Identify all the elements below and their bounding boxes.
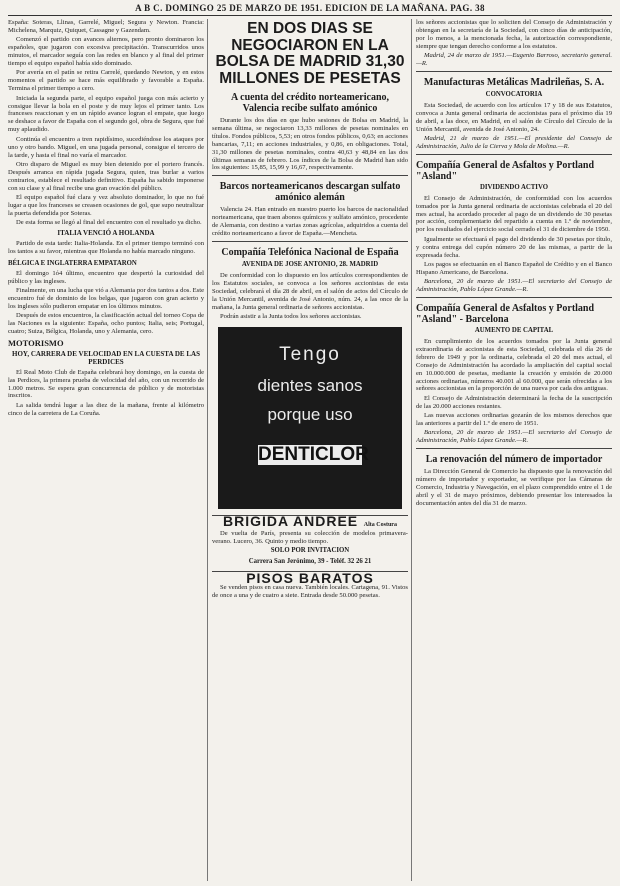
text-paragraph: El Consejo de Administración, de conformidad con los acuerdos tomados por la Junta general ordinaria de accionistas celebrada el 20 del mes actual, ha acordado proceder al pago de un dividendo de 30 pesetas por acción, complementario del repartido a cuenta en 1.º de noviembre, por los resultados del ejercicio social cerrado el 31 de diciembre de 1950. xyxy=(416,194,612,234)
signature-line: Madrid, 21 de marzo de 1951.—El presidente del Consejo de Administración, Julio de la Cierva y Mola de Molina.—R. xyxy=(416,134,612,150)
column-finance xyxy=(212,19,408,881)
text-paragraph: El equipo español fué clara y vez absoluto dominador, lo que no fué lugar a que los franceses se creasen ocasiones de gol, que supo neutralizar la puerta defendida por Soteras. xyxy=(8,194,204,217)
text-paragraph: El Real Moto Club de España celebrará hoy domingo, en la cuesta de las Perdices, la primera prueba de velocidad del año, con un recorrido de 1.000 metros. Se espera gran concurrencia de público y de motoristas inscritos. xyxy=(8,368,204,400)
text-paragraph: Igualmente se efectuará el pago del dividendo de 30 pesetas por título, y contra entrega del cupón número 20 de las mismas, a partir de la expresada fecha. xyxy=(416,235,612,259)
text-paragraph: El Consejo de Administración determinará la fecha de la suscripción de las 20.000 acciones restantes. xyxy=(416,394,612,410)
ad-text: De vuelta de París, presenta su colección de modelos primavera-verano. Lucero, 36. Quinto y medio tiempo. xyxy=(212,529,408,545)
text-paragraph: Durante los dos días en que hubo sesiones de Bolsa en Madrid, la semana última, se negociaron 13,33 millones de pesetas nominales en títulos. Fondos públicos, 5,53; en otros fondos públicos, 0,63; en acciones bancarias, 7,11; en acciones industriales, y 0,86, en obligaciones. Total, 31,30 millones de pesetas nominales, contra 40,63 y 48,84 en las dos últimas semanas de febrero. Los índices de la Bolsa de Madrid han sido los siguientes: 15,85, 15,99 y 16,67, respectivamente. xyxy=(212,117,408,172)
text-paragraph: Continúa el encuentro a tren rapidísimo, sucediéndose los ataques por uno y otro bando. Miguel, en una jugada personal, consigue el tercero de la tarde, y hasta el final no varía el marcador. xyxy=(8,135,204,159)
text-paragraph: De conformidad con lo dispuesto en los artículos correspondientes de los Estatutos sociales, se convoca a los señores accionistas de esta Sociedad, celebrará el día 28 de abril, en el salón de actos del Círculo de la Unión Mercantil, avenida de José Antonio, núm. 24, a las once de la mañana, la Junta general ordinaria de señores accionistas. xyxy=(212,271,408,311)
ad-text: Tengo xyxy=(279,343,341,365)
text-paragraph: Esta Sociedad, de acuerdo con los artículos 17 y 18 de sus Estatutos, convoca a Junta general ordinaria de accionistas para el próximo día 19 de abril, a las doce, en Madrid, en el salón de Círculo del Círculo de la Unión Mercantil, avenida de José Antonio, 24. xyxy=(416,101,612,133)
divider xyxy=(416,154,612,155)
text-paragraph: España: Soteras, Llinas, Garrelé, Miguel; Segura y Newton. Francia: Michelena, Marquiz, Quiquet, Cassagne y Gazendam. xyxy=(8,19,204,34)
ad-address: Carrera San Jerónimo, 39 - Teléf. 32 26 21 xyxy=(248,557,372,565)
text-paragraph: Comenzó el partido con avances alternos, pero pronto dominaron los españoles, que jugaron con excesiva precipitación. Transcurridos unos minutos, el marcador seguía con las redes en blanco y al final del primer tiempo el equipo español había sido dominado. xyxy=(8,36,204,68)
column-divider xyxy=(411,19,412,881)
brigida-andree-advertisement xyxy=(212,512,408,572)
text-paragraph: Las nuevas acciones ordinarias gozarán de los mismos derechos que las anteriores a partir del 1.º de enero de 1951. xyxy=(416,412,612,428)
notice-heading: Compañía General de Asfaltos y Portland "Asland" - Barcelona xyxy=(416,303,595,326)
text-paragraph: Finalmente, en una lucha que vió a Alemania por dos tantos a dos. Este encuentro fué de dominio de los belgas, que jugaron con gran acierto y los ingleses sólo pudieron empatar en los últimos minutos. xyxy=(8,287,204,310)
article-heading: Compañía Telefónica Nacional de España xyxy=(221,246,399,258)
text-paragraph: En cumplimiento de los acuerdos tomados por la Junta general extraordinaria de accionistas de esta Sociedad, celebrada el día 26 de febrero de 1949 y por la ordinaria, celebrada el 20 del mes actual, el Consejo de Administración ha acordado la ampliación del capital social en 10.000.000 de pesetas, mediante la creación y emisión de 20.000 acciones ordinarias, números 40.001 al 60.000, que serán ofrecidas a los señores accionistas en la proporción de una nueva por cada dos antiguas. xyxy=(416,337,612,393)
column-notices xyxy=(416,19,612,881)
text-paragraph: Podrán asistir a la Junta todos los señores accionistas. xyxy=(220,312,362,320)
article-heading: La renovación del número de importador xyxy=(425,454,603,466)
notice-subheading: DIVIDENDO ACTIVO xyxy=(479,183,549,191)
text-paragraph: Los pagos se efectuarán en el Banco Español de Crédito y en el Banco Hispano Americano, de Barcelona. xyxy=(416,260,612,276)
pisos-baratos-heading: PISOS BARATOS xyxy=(246,569,374,586)
article-heading: ITALIA VENCIÓ A HOLANDA xyxy=(57,229,155,238)
text-paragraph: Partido de esta tarde: Italia-Holanda. En el primer tiempo terminó con los tantos a su favor, mientras que Holanda no había marcado ninguno. xyxy=(8,240,204,255)
ad-brand: BRIGIDA ANDREE xyxy=(223,512,359,529)
divider xyxy=(416,71,612,72)
divider xyxy=(212,241,408,242)
text-paragraph: De esta forma se llegó al final del encuentro con el resultado ya dicho. xyxy=(16,219,202,227)
notice-heading: Manufacturas Metálicas Madrileñas, S. A. xyxy=(423,76,605,88)
article-heading: Barcos norteamericanos descargan sulfato amónico alemán xyxy=(219,181,401,204)
text-paragraph: Por avería en el patín se retira Carrelé, quedando Newton, y en estos momentos el partido se hace más equilibrado y favorable a España. Termina el primer tiempo a cero. xyxy=(8,69,204,93)
divider xyxy=(416,297,612,298)
divider xyxy=(416,448,612,449)
text-paragraph: La salida tendrá lugar a las diez de la mañana, frente al kilómetro cinco de la carretera de La Coruña. xyxy=(8,401,204,417)
denticlor-advertisement xyxy=(218,327,402,509)
page-masthead: A B C. DOMINGO 25 DE MARZO DE 1951. EDICION DE LA MAÑANA. PAG. 38 xyxy=(8,3,612,16)
notice-subheading: CONVOCATORIA xyxy=(485,90,543,98)
ad-tag: Alta Costura xyxy=(363,521,397,528)
ad-text: dientes sanos xyxy=(257,375,363,395)
text-paragraph: Otro disparo de Miguel es muy bien detenido por el portero francés. Después arranca en rápida jugada Segura, quien, tras burlar a varios contrarios, establece el resultado definitivo. España ha sabido imponerse con su clase y al final recibe una gran ovación del público. xyxy=(8,160,204,192)
column-sports xyxy=(8,19,204,881)
text-paragraph: Valencia 24. Han entrado en nuestro puerto los barcos de nacionalidad norteamericana, que traen abonos químicos y sulfato amónico, procedente de Alemania, con destino a varias zonas agrícolas, adquiridos a cuenta del crédito norteamericano a favor de España.—Mencheta. xyxy=(212,206,408,238)
text-paragraph: La Dirección General de Comercio ha dispuesto que la renovación del número de importador y exportador, se verifique por las Cámaras de Comercio, Industria y Navegación, en el plazo comprendido entre el 1 de abril y el 31 de mayo próximos, debiendo presentar los interesados la documentación antes del día 31 de marzo. xyxy=(416,468,612,507)
address-line: AVENIDA DE JOSE ANTONIO, 28. MADRID xyxy=(241,260,379,268)
notice-subheading: AUMENTO DE CAPITAL xyxy=(474,327,554,335)
column-divider xyxy=(207,19,208,881)
ad-brand: DENTICLOR xyxy=(258,443,369,465)
signature-line: Madrid, 24 de marzo de 1951.—Eugenio Barroso, secretario general.—R. xyxy=(416,52,612,68)
divider xyxy=(212,175,408,176)
text-paragraph: El domingo 1ó4 último, encuentro que despertó la curiosidad del público y las ingleses. xyxy=(8,269,204,285)
lead-headline: EN DOS DIAS SE NEGOCIARON EN LA BOLSA DE MADRID 31,30 MILLONES DE PESETAS xyxy=(215,20,405,87)
notice-heading: Compañía General de Asfaltos y Portland "Asland" xyxy=(416,159,595,182)
article-heading: HOY, CARRERA DE VELOCIDAD EN LA CUESTA DE LAS PERDICES xyxy=(12,349,200,366)
article-heading: BÉLGICA E INGLATERRA EMPATARON xyxy=(8,259,137,267)
text-paragraph: Después de estos encuentros, la clasificación actual del torneo Copa de las Naciones es la siguiente: España, ocho puntos; Italia, seis; Portugal, cuatro; Suiza, Bélgica, Holanda, uno y Alemania, cero. xyxy=(8,312,204,336)
section-heading: MOTORISMO xyxy=(8,338,64,349)
text-paragraph: Iniciada la segunda parte, el equipo español juega con más acierto y consigue llevar la bola en el poste y de muy lejos el primer tanto. Los franceses reaccionan y en un rápido avance logran el empate, que luego se deshace a favor de España con el segundo gol, obra de Segura, que fué muy aplaudido. xyxy=(8,94,204,134)
article-subheadline: A cuenta del crédito norteamericano, Valencia recibe sulfato amónico xyxy=(230,92,390,114)
ad-text: porque uso xyxy=(267,404,353,424)
ad-text: Se venden pisos en casa nueva. También locales. Cartagena, 91. Vistos de once a una y de cuatro a siete. Entrada desde 50.000 pesetas. xyxy=(212,583,408,599)
text-paragraph: los señores accionistas que lo soliciten del Consejo de Administración y obtengan en la secretaría de la Sociedad, con cinco días de anticipación, por lo menos, a la mencionada fecha, la autorización correspondiente, siempre que tengan derecho conforme a los estatutos. xyxy=(416,19,612,50)
ad-text: SOLO POR INVITACION xyxy=(270,547,350,555)
signature-line: Barcelona, 20 de marzo de 1951.—El secretario del Consejo de Administración, Pablo López Grande.—R. xyxy=(416,429,612,445)
signature-line: Barcelona, 20 de marzo de 1951.—El secretario del Consejo de Administración, Pablo López Grande.—R. xyxy=(416,278,612,294)
